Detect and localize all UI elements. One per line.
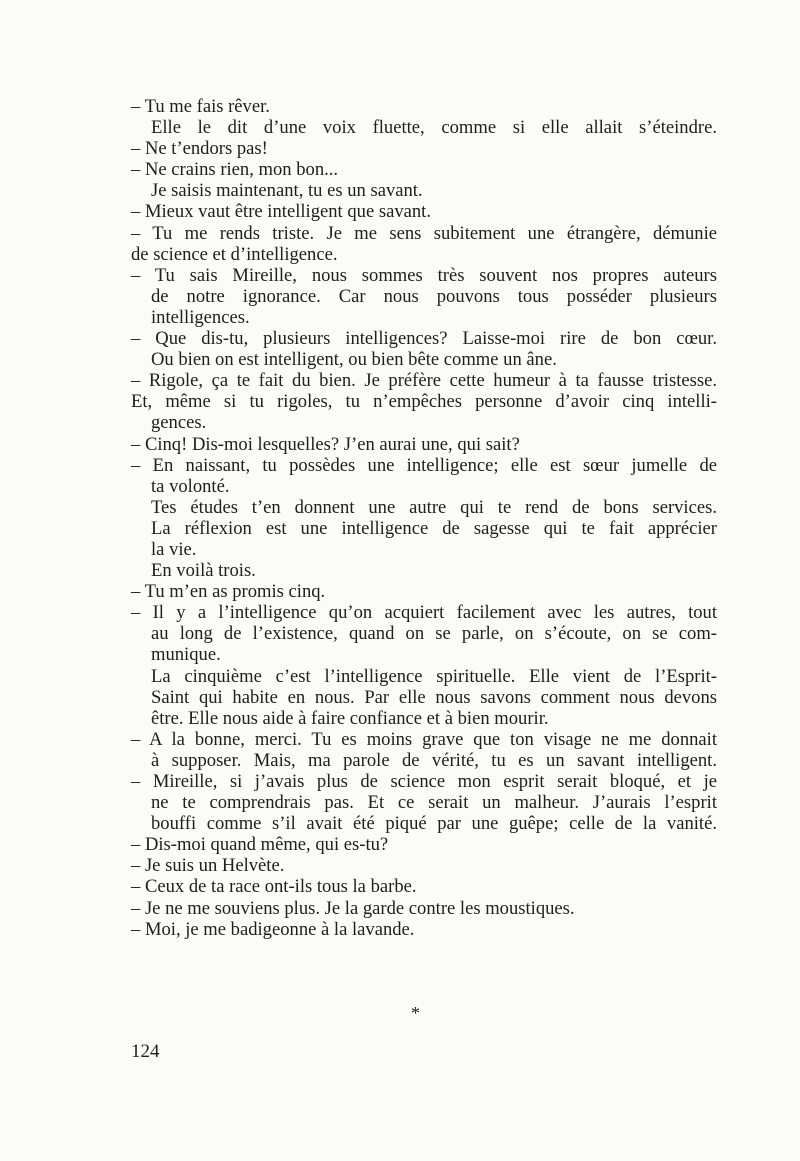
text-line: – Tu me rends triste. Je me sens subitement une étrangère, démunie — [131, 222, 717, 244]
text-line: – Je ne me souviens plus. Je la garde contre les moustiques. — [131, 897, 575, 919]
text-line: Je saisis maintenant, tu es un savant. — [151, 180, 423, 202]
text-line: intelligences. — [151, 306, 250, 328]
text-line: être. Elle nous aide à faire confiance et à bien mourir. — [151, 707, 549, 729]
text-line: – Il y a l’intelligence qu’on acquiert facilement avec les autres, tout — [131, 602, 717, 624]
text-line: La réflexion est une intelligence de sagesse qui te fait apprécier — [151, 517, 717, 539]
text-line: Saint qui habite en nous. Par elle nous savons comment nous devons — [151, 686, 717, 708]
text-line: ta volonté. — [151, 475, 230, 497]
text-line: – Moi, je me badigeonne à la lavande. — [131, 918, 415, 940]
text-line: – Mieux vaut être intelligent que savant. — [131, 201, 431, 223]
text-line: Tes études t’en donnent une autre qui te rend de bons services. — [151, 496, 717, 518]
text-line: – Tu me fais rêver. — [131, 96, 270, 117]
text-line: – Ne crains rien, mon bon... — [131, 159, 339, 181]
text-line: ne te comprendrais pas. Et ce serait un malheur. J’aurais l’esprit — [151, 792, 717, 814]
text-line: Et, même si tu rigoles, tu n’empêches personne d’avoir cinq intelli- — [131, 391, 717, 413]
text-line: – Mireille, si j’avais plus de science mon esprit serait bloqué, et je — [131, 771, 717, 792]
text-line: la vie. — [151, 538, 197, 560]
text-line: En voilà trois. — [151, 560, 256, 582]
text-line: – Dis-moi quand même, qui es-tu? — [131, 834, 389, 856]
text-line: – En naissant, tu possèdes une intelligence; elle est sœur jumelle de — [131, 454, 717, 476]
text-line: Ou bien on est intelligent, ou bien bête comme un âne. — [151, 349, 557, 371]
text-line: à supposer. Mais, ma parole de vérité, tu es un savant intelligent. — [151, 749, 717, 771]
page-number: 124 — [131, 1041, 160, 1062]
text-line: Elle le dit d’une voix fluette, comme si elle allait s’éteindre. — [151, 117, 717, 139]
text-line: de notre ignorance. Car nous pouvons tous posséder plusieurs — [151, 285, 717, 307]
text-line: – Ne t’endors pas! — [131, 138, 268, 160]
text-line: – Cinq! Dis-moi lesquelles? J’en aurai une, qui sait? — [131, 433, 520, 455]
body-text — [131, 96, 717, 940]
section-separator: * — [411, 1003, 420, 1023]
text-line: au long de l’existence, quand on se parle, on s’écoute, on se com- — [151, 623, 717, 645]
text-line: – Je suis un Helvète. — [131, 855, 285, 877]
text-line: de science et d’intelligence. — [131, 243, 338, 265]
text-line: gences. — [151, 412, 207, 434]
text-line: – Rigole, ça te fait du bien. Je préfère cette humeur à ta fausse tristesse. — [131, 370, 717, 392]
text-line: La cinquième c’est l’intelligence spirituelle. Elle vient de l’Esprit- — [151, 665, 717, 687]
text-line: – A la bonne, merci. Tu es moins grave que ton visage ne me donnait — [131, 728, 717, 750]
text-line: – Tu sais Mireille, nous sommes très souvent nos propres auteurs — [131, 264, 717, 286]
text-line: – Que dis-tu, plusieurs intelligences? Laisse-moi rire de bon cœur. — [131, 328, 717, 350]
text-line: bouffi comme s’il avait été piqué par une guêpe; celle de la vanité. — [151, 813, 717, 835]
text-line: – Tu m’en as promis cinq. — [131, 581, 326, 603]
text-line: – Ceux de ta race ont-ils tous la barbe. — [131, 876, 417, 898]
text-line: munique. — [151, 644, 221, 666]
